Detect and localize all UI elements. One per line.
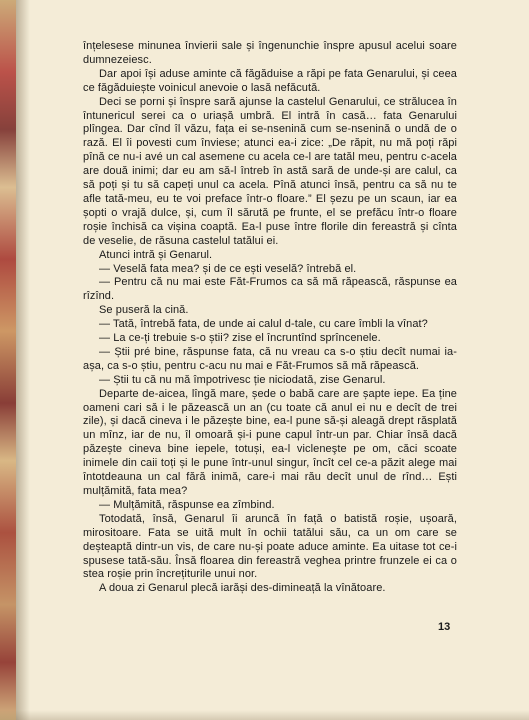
- paragraph: înțelesese minunea învierii sale și îngenunchie înspre apusul acelui soare dumnezeiesc.: [83, 40, 457, 66]
- body-text: [83, 40, 457, 596]
- paragraph: Se puseră la cină.: [99, 304, 189, 317]
- dialogue-line: — Știi pré bine, răspunse fata, că nu vreau ca s-o știu decît numai ia-așa, ca s-o știu, pentru c-acu nu mai e Făt-Frumos să mă răpească.: [83, 345, 457, 372]
- page-bottom-edge: [0, 710, 529, 720]
- paragraph: Atunci intră și Genarul.: [99, 248, 213, 261]
- gutter-shadow: [16, 0, 30, 720]
- dialogue-line: — Pentru că nu mai este Făt-Frumos ca să mă răpească, răspunse ea rîzînd.: [83, 276, 457, 303]
- paragraph: Totodată, însă, Genarul îi aruncă în față o batistă roșie, ușoară, mirositoare. Fata se uită mult în ochii tatălui său, ca un om care se deșteaptă dintr-un vis, de care nu-și poate aduce aminte. Ea uitase tot ce-i spusese tată-său. Însă floarea din fereastră veghea printre frunzele ei ca o stea roșie prin încrețiturile unui nor.: [83, 512, 457, 581]
- paragraph: A doua zi Genarul plecă iarăși des-dimineață la vînătoare.: [99, 582, 386, 595]
- dialogue-line: — Veselă fata mea? și de ce ești veselă? întrebă el.: [99, 262, 357, 275]
- dialogue-line: — Mulțămită, răspunse ea zîmbind.: [99, 498, 275, 511]
- page-number: 13: [438, 621, 451, 633]
- paragraph: Departe de-aicea, lîngă mare, șede o babă care are șapte iepe. Ea ține oameni cari să i le păzească un an (cu toate că anul ei nu e decît de trei zile), și dacă cineva i le păzește bine, ea-l pune să-și aleagă drept răsplată un mînz, iar de nu, îl omoară și-i pune capul într-un par. Chiar însă dacă păzește cineva bine iepele, totuși, ea-l vicleneşte pe om, căci scoate inimele din caii toți și le pune într-unul singur, încît cel ce-a păzit alege mai întotdeauna un cal fără inimă, care-i mai rău decît unul de rînd… Ești mulțămită, fata mea?: [83, 387, 457, 497]
- paragraph: Dar apoi își aduse aminte că făgăduise a răpi pe fata Genarului, și ceea ce făgăduiește voinicul anevoie o lasă nefăcută.: [83, 67, 457, 94]
- dialogue-line: — Știi tu că nu mă împotrivesc ție niciodată, zise Genarul.: [99, 373, 386, 386]
- dialogue-line: — La ce-ți trebuie s-o știi? zise el încruntînd sprîncenele.: [99, 332, 381, 345]
- book-spine: [0, 0, 16, 720]
- dialogue-line: — Tată, întrebă fata, de unde ai calul d-tale, cu care îmbli la vînat?: [99, 318, 428, 331]
- paragraph: Deci se porni și înspre sară ajunse la castelul Genarului, ce strălucea în întunericul serei ca o uriașă umbră. El intră în casă… fata Genarului plîngea. Dar cînd îl văzu, fața ei se-nsenină cum se-nsenină o undă de o rază. El îi povesti cum înviese; atunci ea-i zice: „De răpit, nu mă poți răpi pînă ce nu-i avé un cal asemene cu acela ce-l are tatăl meu, pentru c-acela are două inimi; dar eu am să-l întreb în astă sară de unde-și are calul, ca să poți și tu să capeți unul ca acela. Pînă atunci însă, pentru ca să nu te afle tată-meu, eu te voi preface într-o floare.” El șezu pe un scaun, iar ea șopti o vrajă dulce, și, cum îl sărută pe frunte, el se prefăcu într-o floare roșie închisă ca vișina coaptă. Ea-l puse între florile din fereastră și cînta de veselie, de răsuna castelul tatălui ei.: [83, 95, 457, 247]
